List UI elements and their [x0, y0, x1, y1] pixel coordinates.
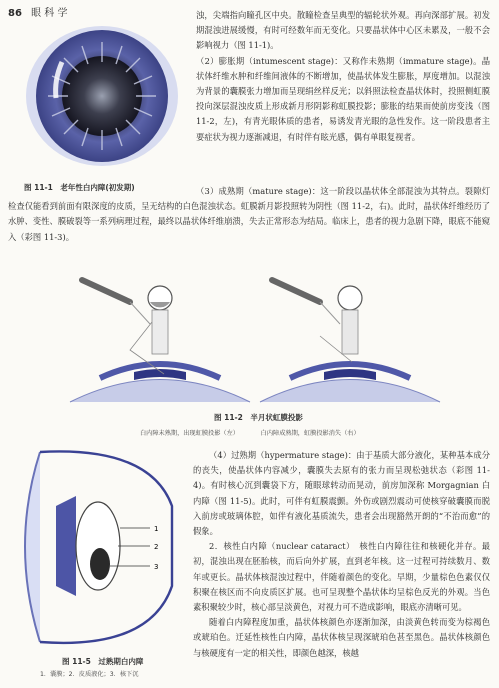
page-header: [8, 4, 67, 19]
figure-11-2-subcaption: 白内障未熟期，出现虹膜投影（左） 白内障成熟期，虹膜投影消失（右）: [140, 430, 360, 437]
label-2: 2: [154, 543, 159, 551]
hypermature-cataract-illustration: [20, 446, 180, 651]
iris-shadow-illustration: [60, 262, 450, 410]
paragraph-mature-stage: （3）成熟期（mature stage)：这一阶段以晶状体全部混浊为其特点。裂隙灯检查仅能看到前面有限深度的皮质，呈无结构的白色混浊状态。虹膜新月影投照转为阴性（图 11-2，右)。此时，晶状体纤维经历了水肿、变性、膜破裂等一系列病理过程，最终以晶状体纤维崩溃，失去正常形态为结局。临床上，患者的视力急剧下降，眼底不能窥入（彩图 11-3)。: [8, 186, 490, 242]
page-number: 86: [8, 8, 22, 19]
text-mature-stage: [8, 184, 490, 245]
label-3: 3: [154, 563, 159, 571]
paragraph-hypermature-stage: （4）过熟期（hypermature stage)：由于基质大部分液化，某种基本成分的丧失，使晶状体内容减少，囊膜失去原有的张力而呈现松弛状态（彩图 11-4)。有时核心沉到囊袋下方，随眼球转动而晃动，前房加深称 Morgagnian 白内障（图 11-5)。此时，可伴有虹膜震颤。外伤或剧烈震动可使核穿破囊膜而脱入前房或玻璃体腔，如伴有液化基质流失，患者会出现豁然开朗的“不治而愈”的假象。: [193, 450, 490, 537]
paragraph-nuclear-color: 随着白内障程度加重，晶状体核颜色亦逐渐加深，由淡黄色转而变为棕褐色或琥珀色。迁延性核性白内障，晶状体核呈现深琥珀色甚至黑色。晶状体核颜色与核硬度有一定的相关性，即颜色越深，核越: [193, 617, 490, 658]
figure-11-2: [60, 262, 450, 410]
figure-11-5: [20, 446, 180, 655]
paragraph-nuclear-cataract: 2．核性白内障（nuclear cataract） 核性白内障往往和核硬化并存。最初，混浊出现在胚胎核，而后向外扩展，直到老年核。这一过程可持续数月、数年或更长。晶状体核混浊过程中，伴随着颜色的变化。早期，少量棕色色素仅仅积聚在核区而不向皮质区扩展。也可呈现整个晶状体均呈棕色反光的外观。当色素积聚较少时，核心部呈淡黄色，对视力可不造成影响，眼底亦清晰可见。: [193, 541, 490, 613]
iris-shadow-left: [70, 280, 250, 402]
figure-11-1: [22, 22, 182, 193]
text-column-bottom: [193, 448, 490, 661]
book-title: 眼 科 学: [31, 8, 68, 19]
iris-shadow-right: [260, 280, 440, 402]
paragraph-initial-stage-end: 浊，尖端指向瞳孔区中央。散瞳检查呈典型的辐轮状外观。再向深部扩展。初发期混浊进展缓慢，有时可经数年而无变化。只要晶状体中心区未累及，一般不会影响视力（图 11-1)。: [196, 10, 490, 51]
text-column-top: [196, 8, 490, 145]
paragraph-intumescent-stage: （2）膨胀期（intumescent stage)：又称作未熟期（immature stage)。晶状体纤维水肿和纤维间液体的不断增加，使晶状体发生膨胀，厚度增加。以混浊为背景的囊膜张力增加而呈现绢丝样反光；以斜照法检查晶状体时，投照侧虹膜投向深层混浊皮质上形成新月形阴影称虹膜投影；膨胀的结果而使前房变浅（图 11-2，左)，有青光眼体质的患者，易诱发青光眼的急性发作。这一阶段患者主要症状为视力逐渐减退，有时伴有眩光感，偶有单眼复视者。: [196, 55, 490, 142]
early-cataract-eye-illustration: [22, 22, 182, 172]
figure-11-2-caption: 图 11-2 半月状虹膜投影: [214, 413, 303, 422]
figure-11-5-legend: 1．囊膜；2．皮质液化；3．核下沉: [40, 671, 139, 678]
figure-11-1-caption: 图 11-1 老年性白内障(初发期): [24, 183, 135, 192]
figure-11-5-caption: 图 11-5 过熟期白内障: [62, 657, 144, 666]
label-1: 1: [154, 525, 159, 533]
